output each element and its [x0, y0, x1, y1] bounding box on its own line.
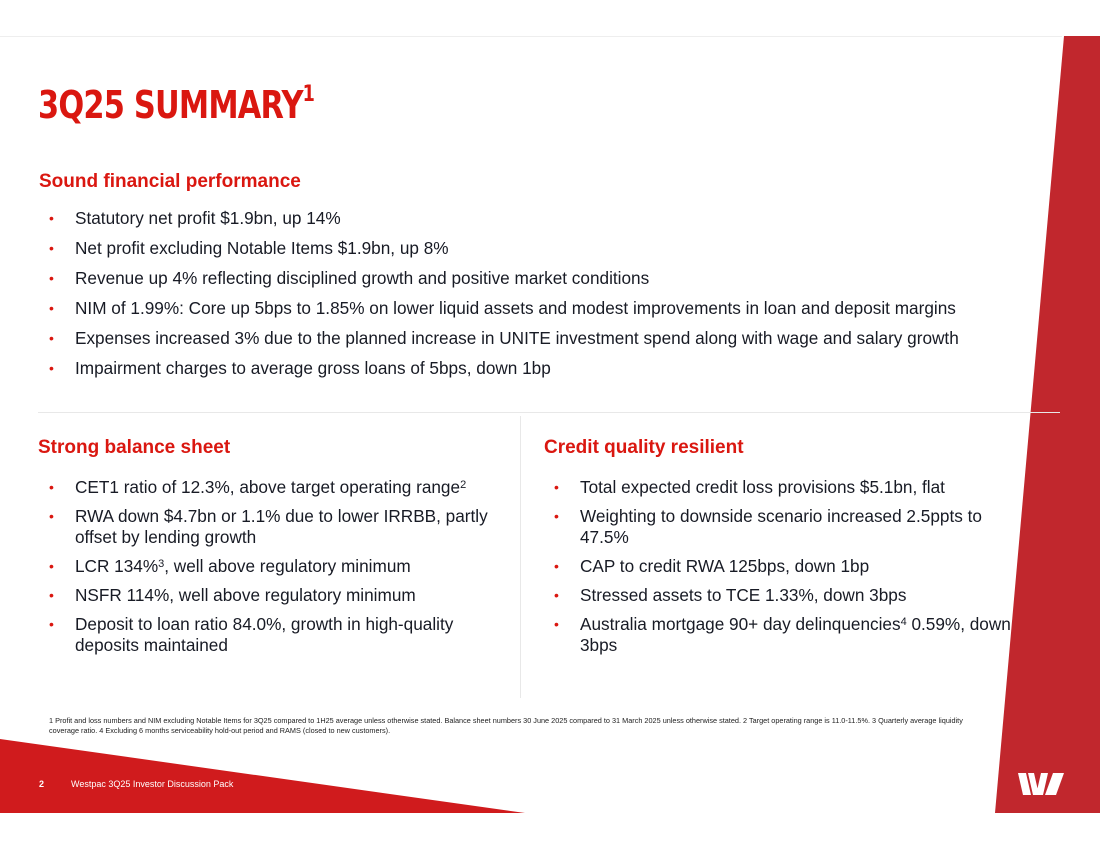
list-item: • Net profit excluding Notable Items $1.9bn, up 8%: [38, 238, 959, 259]
page-title: 3Q25 SUMMARY$^1$: [38, 82, 315, 127]
list-item: • RWA down $4.7bn or 1.1% due to lower IRRBB, partly offset by lending growth: [38, 506, 508, 548]
right-red-stripe: [995, 36, 1100, 813]
balance-sheet-list: [38, 477, 508, 664]
heading-balance-sheet: Strong balance sheet: [38, 437, 231, 458]
list-item: • Stressed assets to TCE 1.33%, down 3bps: [543, 585, 1023, 606]
list-item: • Weighting to downside scenario increased 2.5ppts to 47.5%: [543, 506, 1023, 548]
credit-quality-list: [543, 477, 1023, 664]
heading-credit-quality: Credit quality resilient: [544, 437, 744, 458]
westpac-w-logo-icon: [1018, 773, 1064, 795]
bottom-left-red-swoosh: [0, 739, 525, 813]
title-footnote-ref: 1: [302, 82, 315, 107]
footnote-ref: 3: [158, 558, 165, 570]
list-item: • Statutory net profit $1.9bn, up 14%: [38, 208, 959, 229]
list-item: • NSFR 114%, well above regulatory minimum: [38, 585, 508, 606]
list-item: • CAP to credit RWA 125bps, down 1bp: [543, 556, 1023, 577]
vertical-divider: [520, 416, 521, 698]
list-item: • NIM of 1.99%: Core up 5bps to 1.85% on lower liquid assets and modest improvements in loan and deposit margins: [38, 298, 959, 319]
page-number: 2: [39, 779, 45, 789]
list-item: • Revenue up 4% reflecting disciplined growth and positive market conditions: [38, 268, 959, 289]
slide: [0, 36, 1100, 813]
list-item: • LCR 134%$^3$, well above regulatory minimum: [38, 556, 508, 577]
list-item: • CET1 ratio of 12.3%, above target operating range$^2$: [38, 477, 508, 498]
footnote-ref: 4: [900, 616, 907, 628]
heading-financial-performance: Sound financial performance: [39, 171, 301, 192]
footnotes: 1 Profit and loss numbers and NIM excluding Notable Items for 3Q25 compared to 1H25 average unless otherwise stated. Balance sheet numbers 30 June 2025 compared to 31 March 2025 unless otherwise stated. 2 Target operating range is 11.0-11.5%. 3 Quarterly average liquidity coverage ratio. 4 Excluding 6 months serviceability hold-out period and RAMS (closed to new customers).: [49, 716, 963, 735]
horizontal-divider: [38, 412, 1060, 413]
list-item: • Expenses increased 3% due to the planned increase in UNITE investment spend along with wage and salary growth: [38, 328, 959, 349]
list-item: • Australia mortgage 90+ day delinquencies$^4$ 0.59%, down 3bps: [543, 614, 1023, 656]
list-item: • Total expected credit loss provisions $5.1bn, flat: [543, 477, 1023, 498]
document-name: Westpac 3Q25 Investor Discussion Pack: [71, 779, 234, 789]
financial-performance-list: [38, 208, 959, 388]
decorative-red-shapes: [0, 36, 1100, 813]
list-item: • Impairment charges to average gross loans of 5bps, down 1bp: [38, 358, 959, 379]
list-item: • Deposit to loan ratio 84.0%, growth in high-quality deposits maintained: [38, 614, 508, 656]
footnote-ref: 2: [460, 479, 467, 491]
